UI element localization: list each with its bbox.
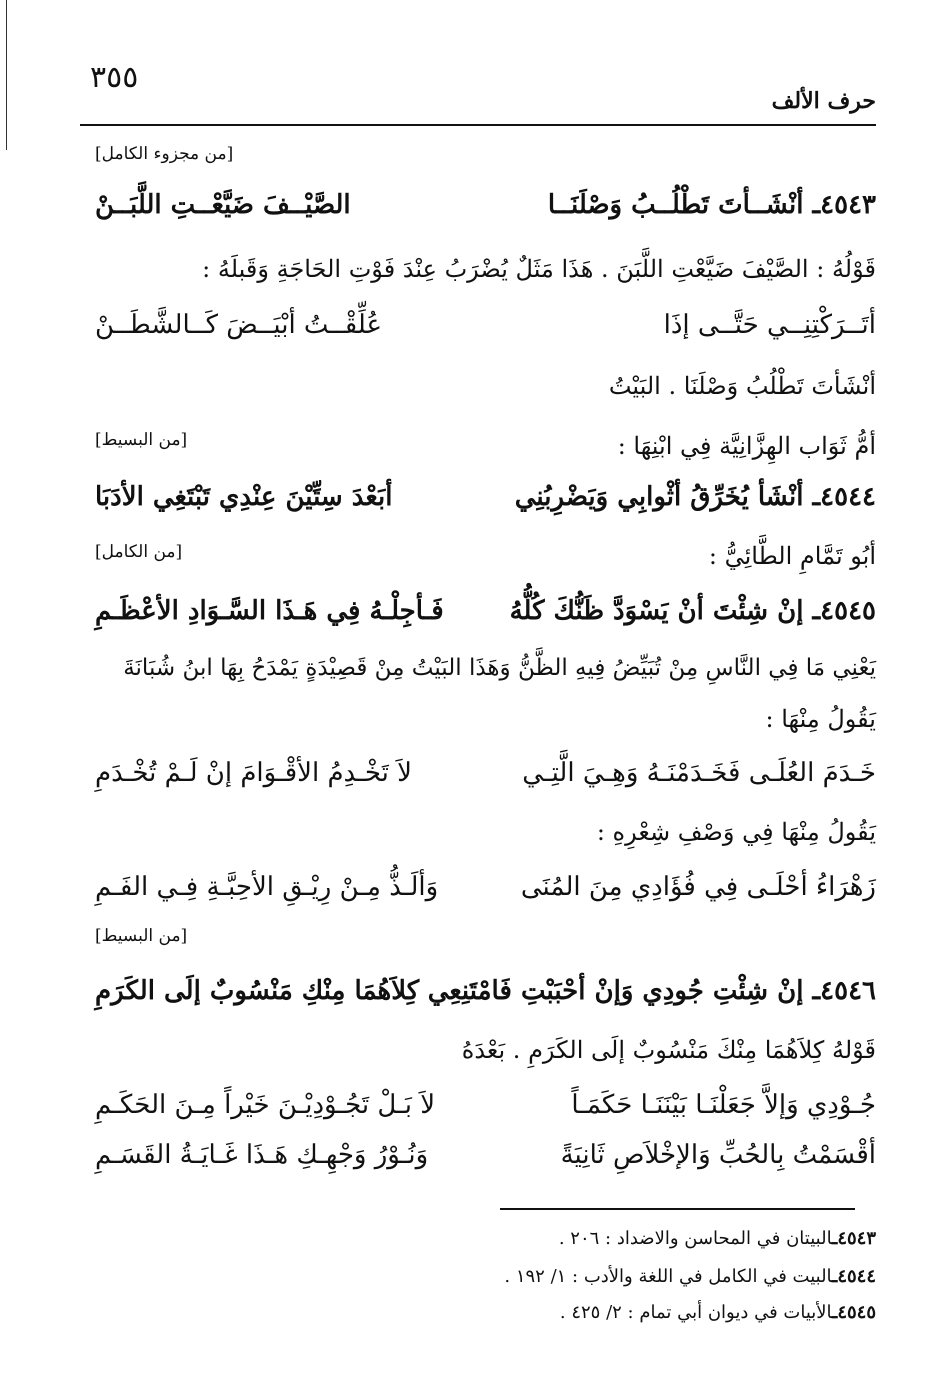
verse-first-hemistich: زَهْرَاءُ أحْلَـى فِي فُؤَادِي مِنَ المُنَى — [520, 872, 876, 902]
verse-first-hemistich: ٤٥٤٣ـ أنْشَــأتَ تَطْلُــبُ وَصْلَنَــا — [547, 190, 876, 220]
verse-first-hemistich: خَـدَمَ العُلَـى فَخَـدَمْنَـهُ وَهِـيَ الَّتِـي — [522, 758, 876, 788]
footnote: ٤٥٤٥ـالأبيات في ديوان أبي تمام : ٢/ ٤٢٥ . — [559, 1302, 876, 1323]
footnote-rule — [500, 1208, 855, 1210]
verse-4546 — [95, 976, 876, 1020]
verse-second-hemistich: وَنُـوْرُ وَجْهِـكِ هَـذَا غَـايَـةُ القَسَـمِ — [95, 1140, 429, 1170]
quoted-verse — [95, 872, 876, 916]
footnote: ٤٥٤٣ـالبيتان في المحاسن والاضداد : ٢٠٦ . — [558, 1228, 876, 1249]
verse-second-hemistich: لاَ بَـلْ تَجُـوْدِيْـنَ خَيْراً مِـنَ الحَكَـمِ — [95, 1090, 436, 1120]
meter-label: [من البسيط] — [95, 926, 188, 946]
verse-second-hemistich: كِلاَهُمَا مِنْكِ مَنْسُوبٌ إلَى الكَرَمِ — [95, 976, 420, 1006]
verse-first-hemistich: ٤٥٤٤ـ أنْشَأ يُخَرِّقُ أثْوابِي وَيَضْرِبُنِي — [514, 482, 876, 512]
commentary-line: يَقُولُ مِنْهَا : — [765, 705, 876, 733]
verse-4545 — [95, 596, 876, 640]
verse-number: ٤٥٤٥ـ — [812, 596, 876, 626]
poet-intro: أمُّ ثَوَاب الهِزَّانِيَّة فِي ابْنِهَا : — [617, 432, 876, 460]
verse-second-hemistich: فَـأجِلْـهُ فِي هَـذَا السَّـوَادِ الأعْظَـمِ — [95, 596, 444, 626]
header-rule — [80, 124, 876, 126]
verse-first-hemistich: أتَــرَكْتِنِــي حَتَّــى إذَا — [663, 310, 876, 340]
page-edge-line — [6, 0, 7, 150]
verse-first-hemistich: ٤٥٤٦ـ إنْ شِئْتِ جُودِي وَإنْ أحْبَبْتِ فَامْتَنِعِي — [427, 976, 876, 1006]
meter-label: [من مجزوء الكامل] — [95, 144, 234, 164]
page-number: ٣٥٥ — [90, 60, 139, 95]
page-header — [90, 60, 876, 120]
meter-label: [من الكامل] — [95, 542, 183, 562]
verse-number: ٤٥٤٣ـ — [812, 190, 876, 220]
meter-label: [من البسيط] — [95, 430, 188, 450]
verse-second-hemistich: عُلِّقْــتُ أبْيَــضَ كَــالشَّطَــنْ — [95, 310, 382, 340]
quoted-verse — [95, 1140, 876, 1184]
commentary-line: أنْشَأتَ تَطْلُبُ وَصْلَنَا . البَيْتُ — [608, 372, 876, 400]
quoted-verse — [95, 758, 876, 802]
commentary-line: قَوْلُهُ : الصَّيْفَ ضَيَّعْتِ اللَّبَنَ . هَذَا مَثَلٌ يُضْرَبُ عِنْدَ فَوْتِ الحَاجَةِ وَقَبلَهُ : — [202, 255, 876, 283]
verse-second-hemistich: أبَعْدَ سِتِّيْنَ عِنْدِي تَبْتَغِي الأدَبَا — [95, 482, 393, 512]
verse-second-hemistich: لاَ تَخْـدِمُ الأقْـوَامَ إنْ لَـمْ تُخْـدَمِ — [95, 758, 412, 788]
verse-first-hemistich: أقْسَمْتُ بِالحُبِّ وَالإخْلاَصِ ثَانِيَةً — [560, 1140, 876, 1170]
verse-first-hemistich: ٤٥٤٥ـ إنْ شِئْتَ أنْ يَسْوَدَّ ظَنُّكَ كُلُّهُ — [509, 596, 876, 626]
commentary-line: قَوْلهُ كِلاَهُمَا مِنْكَ مَنْسُوبٌ إلَى الكَرَمِ . بَعْدَهُ — [461, 1036, 876, 1064]
quoted-verse — [95, 310, 876, 354]
verse-4543 — [95, 190, 876, 234]
verse-number: ٤٥٤٤ـ — [812, 482, 876, 512]
verse-first-hemistich: جُـوْدِي وَإلاَّ جَعَلْنَـا بَيْنَنَـا حَكَمَـاً — [571, 1090, 876, 1120]
commentary-line: يَقُولُ مِنْهَا فِي وَصْفِ شِعْرِهِ : — [596, 818, 876, 846]
quoted-verse — [95, 1090, 876, 1134]
verse-second-hemistich: الصَّيْــفَ ضَيَّعْــتِ اللَّبَــنْ — [95, 190, 351, 220]
verse-4544 — [95, 482, 876, 526]
verse-second-hemistich: وَألَـذُّ مِـنْ رِيْـقِ الأحِبَّـةِ فِـي الفَـمِ — [95, 872, 439, 902]
footnote: ٤٥٤٤ـالبيت في الكامل في اللغة والأدب : ١/ ١٩٢ . — [504, 1266, 876, 1287]
commentary-line: يَعْنِي مَا فِي النَّاسِ مِنْ تُبَيِّضُ فِيهِ الظَّنُّ وَهَذَا البَيْتُ مِنْ قَصِيْدَةٍ يَمْدَحُ بِهَا ابنُ شُبَانَةَ — [123, 655, 876, 681]
verse-number: ٤٥٤٦ـ — [812, 976, 876, 1006]
poet-intro: أبُو تَمَّامِ الطَّائِيُّ : — [708, 542, 876, 570]
chapter-title: حرف الألف — [771, 88, 876, 114]
